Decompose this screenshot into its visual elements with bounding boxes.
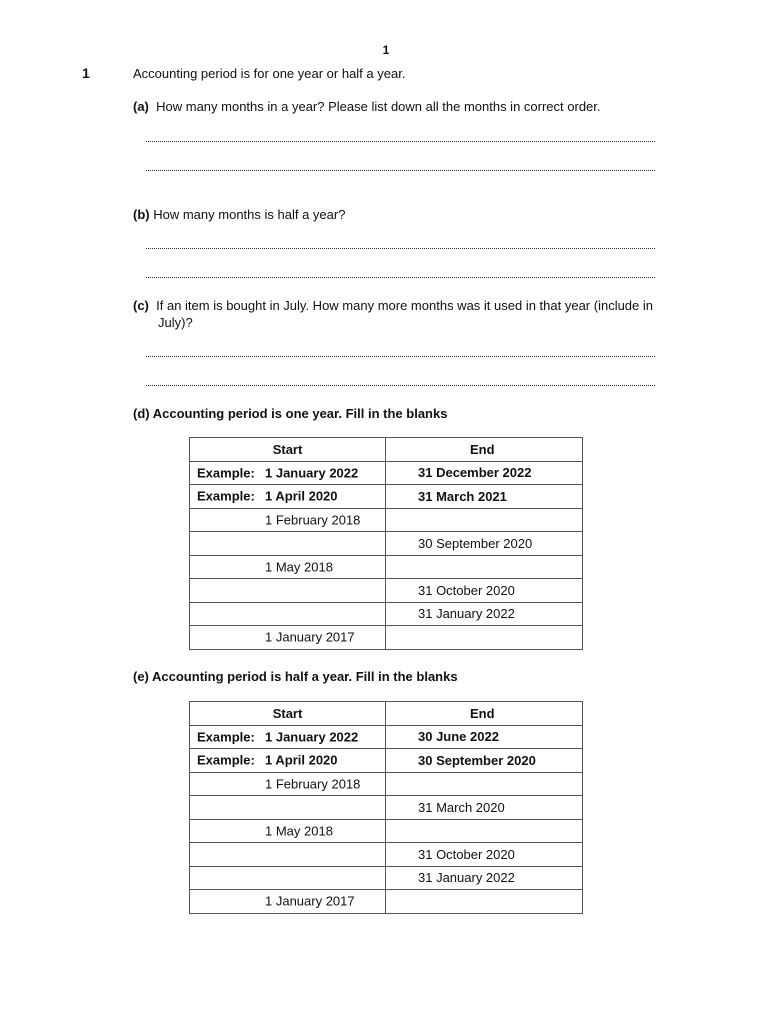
start-date: 1 May 2018 [265, 559, 333, 575]
part-a-question [133, 98, 601, 115]
start-cell [190, 890, 386, 914]
page-number: 1 [382, 43, 390, 57]
end-date[interactable] [386, 772, 583, 796]
start-cell [190, 626, 386, 650]
part-e-heading: (e) Accounting period is half a year. Fill in the blanks [133, 669, 458, 684]
end-date: 31 March 2020 [386, 796, 583, 820]
start-date: 1 April 2020 [265, 488, 338, 504]
end-date[interactable] [386, 819, 583, 843]
answer-line-a1[interactable] [146, 141, 655, 142]
start-cell [190, 725, 386, 749]
answer-line-c2[interactable] [146, 385, 655, 386]
start-cell[interactable] [190, 796, 386, 820]
part-b-text: How many months is half a year? [153, 207, 346, 222]
answer-line-c1[interactable] [146, 356, 655, 357]
question-number: 1 [82, 65, 90, 81]
start-date: 1 April 2020 [265, 752, 338, 768]
start-cell[interactable] [190, 532, 386, 556]
start-cell [190, 749, 386, 773]
start-cell[interactable] [190, 602, 386, 626]
end-date: 31 October 2020 [386, 579, 583, 603]
table-row [190, 602, 583, 626]
end-date[interactable] [386, 626, 583, 650]
end-date: 31 January 2022 [386, 602, 583, 626]
start-date: 1 January 2017 [265, 629, 355, 645]
part-c-text-line2: July)? [158, 315, 193, 330]
part-d-heading: (d) Accounting period is one year. Fill in the blanks [133, 406, 448, 421]
start-date: 1 January 2017 [265, 893, 355, 909]
start-date: 1 February 2018 [265, 776, 361, 792]
part-b-question [133, 206, 345, 223]
table-row [190, 626, 583, 650]
start-cell [190, 819, 386, 843]
start-cell[interactable] [190, 866, 386, 890]
table-row [190, 508, 583, 532]
table-header-row [190, 702, 583, 726]
end-date: 30 June 2022 [386, 725, 583, 749]
table-half-year [189, 701, 583, 914]
start-cell [190, 772, 386, 796]
example-prefix: Example: [197, 465, 255, 481]
end-date[interactable] [386, 508, 583, 532]
start-cell [190, 461, 386, 485]
header-start: Start [190, 438, 386, 462]
example-prefix: Example: [197, 488, 255, 504]
start-cell [190, 485, 386, 509]
table-header-row [190, 438, 583, 462]
answer-line-b1[interactable] [146, 248, 655, 249]
example-prefix: Example: [197, 729, 255, 745]
part-c-label: (c) [133, 298, 149, 313]
end-date[interactable] [386, 890, 583, 914]
start-date: 1 January 2022 [265, 465, 359, 481]
table-row [190, 555, 583, 579]
table-row [190, 772, 583, 796]
table-row [190, 579, 583, 603]
table-row [190, 866, 583, 890]
header-end: End [386, 702, 583, 726]
table-one-year [189, 437, 583, 650]
start-cell[interactable] [190, 843, 386, 867]
part-b-label: (b) [133, 207, 150, 222]
end-date: 30 September 2020 [386, 532, 583, 556]
end-date: 31 January 2022 [386, 866, 583, 890]
header-end: End [386, 438, 583, 462]
table-row [190, 890, 583, 914]
table-row [190, 819, 583, 843]
end-date: 31 October 2020 [386, 843, 583, 867]
part-a-label: (a) [133, 99, 149, 114]
table-row [190, 532, 583, 556]
answer-line-a2[interactable] [146, 170, 655, 171]
start-date: 1 February 2018 [265, 512, 361, 528]
table-row [190, 461, 583, 485]
table-row [190, 749, 583, 773]
table-row [190, 843, 583, 867]
part-c-text-line1: If an item is bought in July. How many more months was it used in that year (include in [156, 298, 654, 313]
question-intro: Accounting period is for one year or half a year. [133, 66, 406, 81]
part-c-question [133, 297, 663, 331]
end-date: 31 December 2022 [386, 461, 583, 485]
end-date: 31 March 2021 [386, 485, 583, 509]
start-date: 1 January 2022 [265, 729, 359, 745]
start-cell[interactable] [190, 579, 386, 603]
end-date: 30 September 2020 [386, 749, 583, 773]
start-cell [190, 555, 386, 579]
example-prefix: Example: [197, 752, 255, 768]
table-row [190, 796, 583, 820]
start-date: 1 May 2018 [265, 823, 333, 839]
part-a-text: How many months in a year? Please list down all the months in correct order. [156, 99, 601, 114]
answer-line-b2[interactable] [146, 277, 655, 278]
header-start: Start [190, 702, 386, 726]
table-row [190, 485, 583, 509]
table-row [190, 725, 583, 749]
end-date[interactable] [386, 555, 583, 579]
start-cell [190, 508, 386, 532]
